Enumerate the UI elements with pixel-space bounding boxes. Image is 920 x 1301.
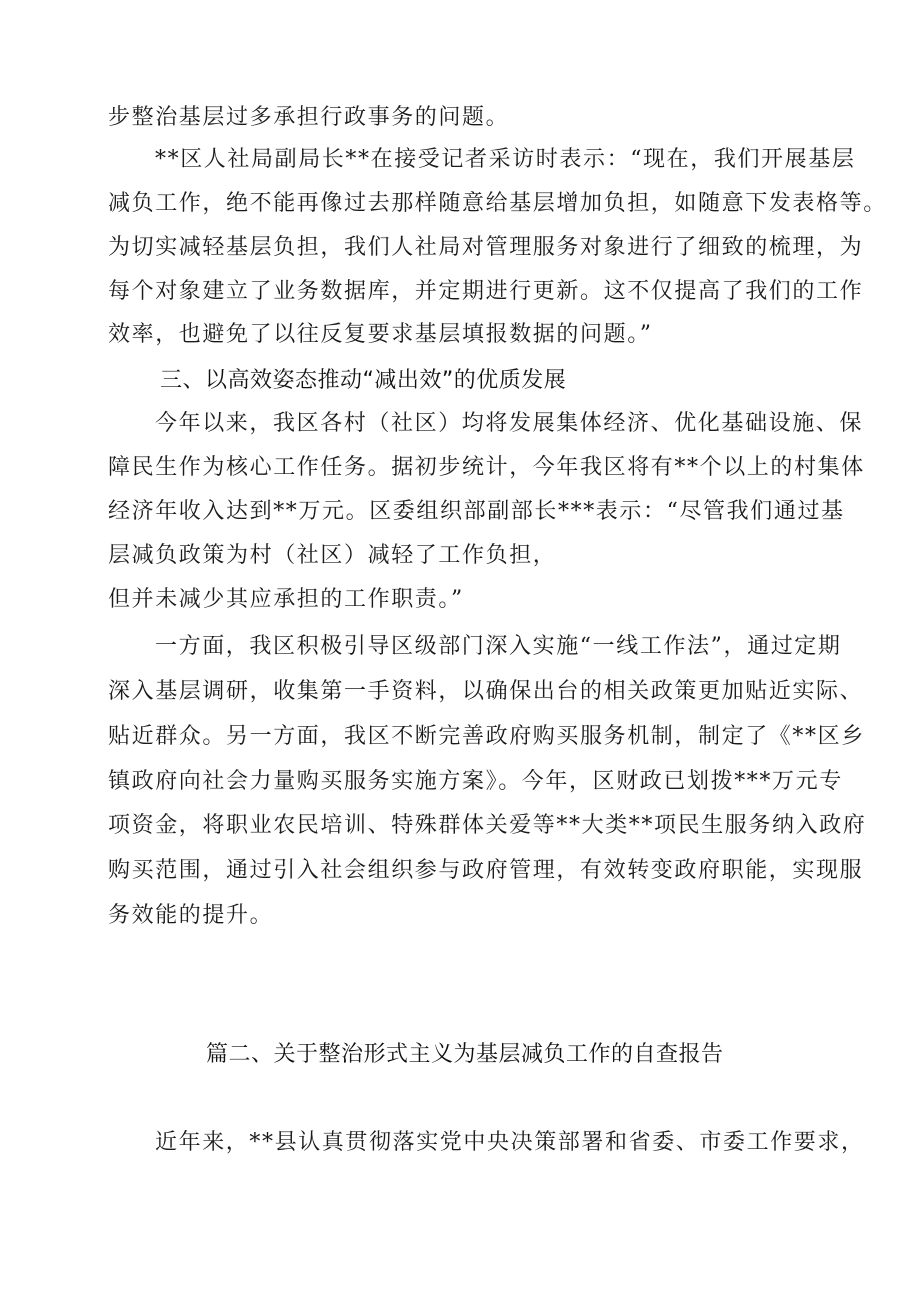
section-three-paragraph-2-line-5: 项资金，将职业农民培训、特殊群体关爱等**大类**项民生服务纳入政府 [108,813,867,838]
section-three-paragraph-1-line-4: 层减负政策为村（社区）减轻了工作负担， [108,543,557,568]
section-three-paragraph-2-line-4: 镇政府向社会力量购买服务实施方案》。今年，区财政已划拨***万元专 [108,769,843,794]
section-three-paragraph-1-line-3: 经济年收入达到**万元。区委组织部副部长***表示：“尽管我们通过基 [108,499,845,524]
quote-paragraph-line-1: **区人社局副局长**在接受记者采访时表示：“现在，我们开展基层 [155,147,856,172]
section-three-paragraph-1-line-5: 但并未减少其应承担的工作职责。” [108,587,464,612]
quote-paragraph-line-5: 效率，也避免了以往反复要求基层填报数据的问题。” [108,322,653,347]
part-two-paragraph-1-line-1: 近年来，**县认真贯彻落实党中央决策部署和省委、市委工作要求， [155,1130,865,1155]
quote-paragraph-line-2: 减负工作，绝不能再像过去那样随意给基层增加负担，如随意下发表格等。 [108,191,887,216]
section-three-heading: 三、以高效姿态推动“减出效”的优质发展 [160,368,567,393]
quote-paragraph-line-4: 每个对象建立了业务数据库，并定期进行更新。这不仅提高了我们的工作 [108,279,864,304]
section-three-paragraph-2-line-2: 深入基层调研，收集第一手资料，以确保出台的相关政策更加贴近实际、 [108,679,864,704]
intro-tail-line-1: 步整治基层过多承担行政事务的问题。 [108,105,510,130]
section-three-paragraph-2-line-3: 贴近群众。另一方面，我区不断完善政府购买服务机制，制定了《**区乡 [108,724,865,749]
part-two-title: 篇二、关于整治形式主义为基层减负工作的自查报告 [206,1042,724,1067]
section-three-paragraph-1-line-2: 障民生作为核心工作任务。据初步统计，今年我区将有**个以上的村集体 [108,455,865,480]
section-three-paragraph-2-line-7: 务效能的提升。 [108,903,274,928]
section-three-paragraph-1-line-1: 今年以来，我区各村（社区）均将发展集体经济、优化基础设施、保 [155,411,864,436]
section-three-paragraph-2-line-6: 购买范围，通过引入社会组织参与政府管理，有效转变政府职能，实现服 [108,858,864,883]
quote-paragraph-line-3: 为切实减轻基层负担，我们人社局对管理服务对象进行了细致的梳理，为 [108,235,864,260]
section-three-paragraph-2-line-1: 一方面，我区积极引导区级部门深入实施“一线工作法”，通过定期 [155,634,842,659]
